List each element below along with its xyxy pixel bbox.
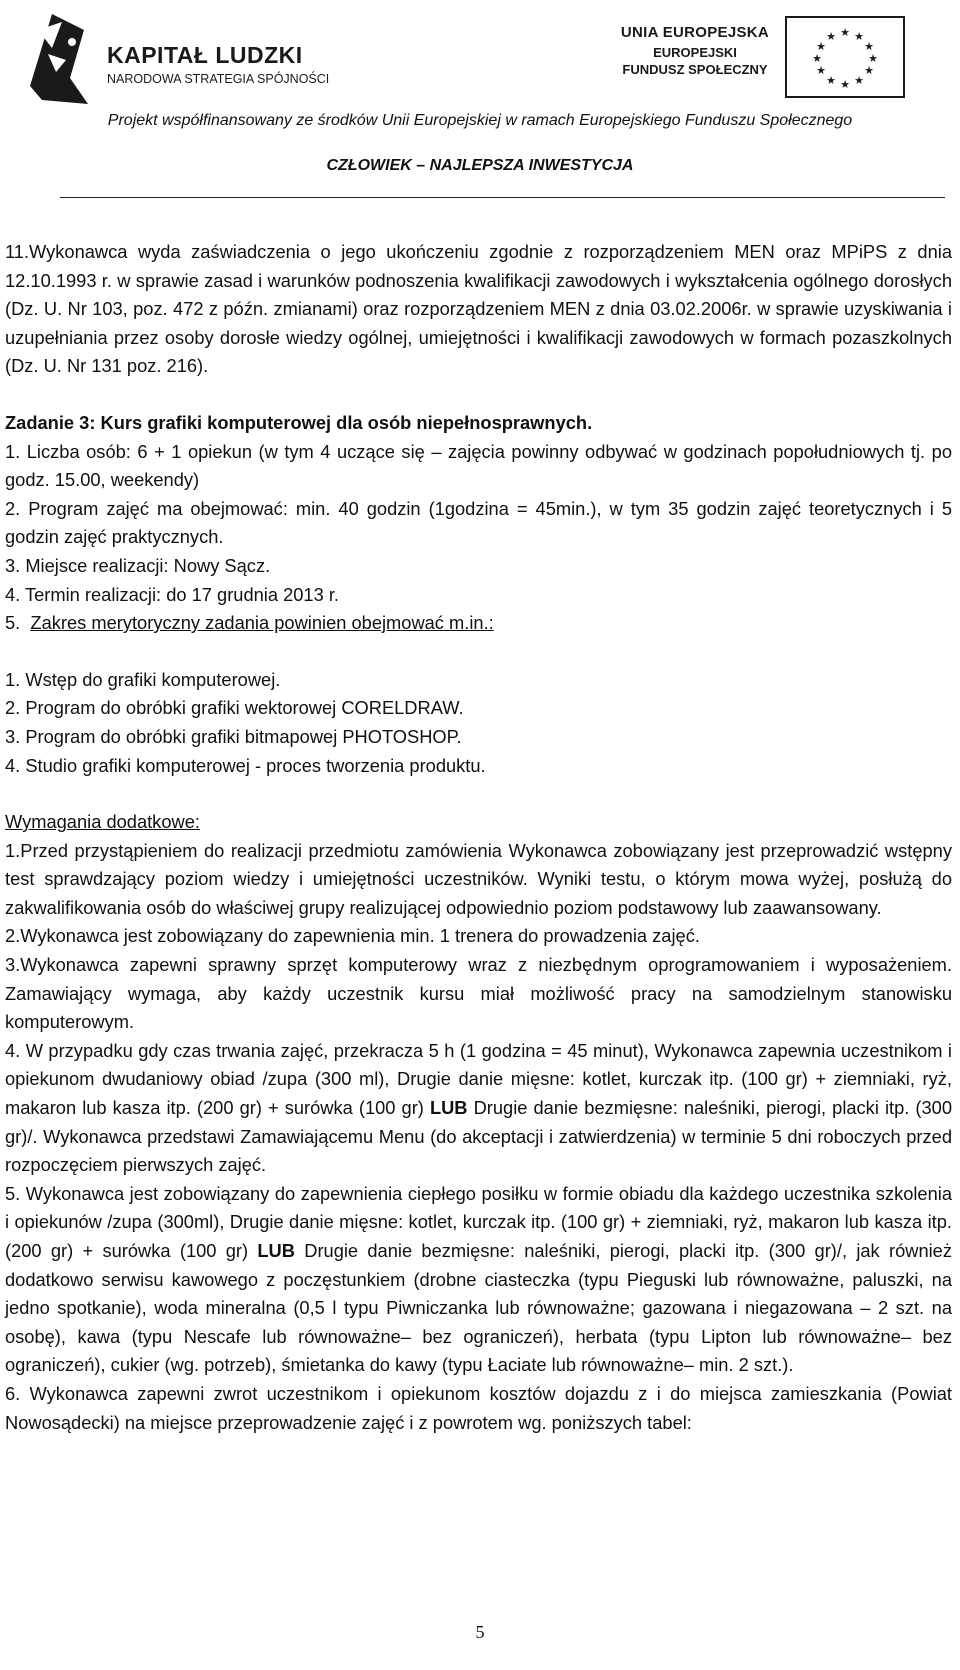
eu-name: UNIA EUROPEJSKA xyxy=(620,24,770,41)
scope-item-2: 2. Program do obróbki grafiki wektorowej CORELDRAW. xyxy=(5,697,464,719)
svg-text:★: ★ xyxy=(868,52,878,65)
requirement-5-part-1: 5. Wykonawca jest zobowiązany do zapewnienia ciepłego posiłku w formie obiadu dla każdego uczestnika szkolenia i opiekunów /zupa (300ml), Drugie danie mięsne: kotlet, kurczak itp. (100 gr) + ziemniaki, ryż, makaron lub kasza itp. (200 gr) + surówka (100 gr) xyxy=(5,1182,952,1261)
svg-text:★: ★ xyxy=(854,30,864,43)
task-item-5-number: 5. xyxy=(5,612,31,634)
task-item-2: 2. Program zajęć ma obejmować: min. 40 godzin (1godzina = 45min.), w tym 35 godzin zajęć teoretycznych i 5 godzin zajęć praktycznych. xyxy=(5,497,952,548)
svg-text:★: ★ xyxy=(840,78,850,91)
requirement-4-part-2: Drugie danie bezmięsne: naleśniki, pierogi, placki itp. (300 gr)/. Wykonawca przedstawi Zamawiającemu Menu (do akceptacji i zatwierdzenia) w terminie 5 dni roboczych przed rozpoczęciem pierwszych zajęć. xyxy=(5,1097,952,1176)
header-divider xyxy=(60,197,945,198)
efs-line-2: FUNDUSZ SPOŁECZNY xyxy=(622,62,768,77)
requirement-4-lub: LUB xyxy=(429,1097,468,1119)
task-item-4: 4. Termin realizacji: do 17 grudnia 2013 r. xyxy=(5,583,339,605)
svg-text:★: ★ xyxy=(812,52,822,65)
svg-text:★: ★ xyxy=(864,40,874,53)
eu-flag-icon xyxy=(785,16,905,98)
requirement-5-part-2: Drugie danie bezmięsne: naleśniki, pierogi, placki itp. (300 gr)/, jak również dodatkowo serwisu kawowego z poczęstunkiem (drobne ciasteczka (typu Pieguski lub równoważne, paluszki, na jedno spotkanie), woda mineralna (0,5 l typu Piwniczanka lub równoważne; gazowana i niegazowana – 2 szt. na osobę), kawa (typu Nescafe lub równoważne– bez ograniczeń), herbata (typu Lipton lub równoważne– bez ograniczeń), cukier (wg. potrzeb), śmietanka do kawy (typu Łaciate lub równoważne– min. 2 szt.). xyxy=(5,1240,952,1376)
kapital-ludzki-logo xyxy=(22,8,352,108)
page-number: 5 xyxy=(475,1622,485,1642)
motto: CZŁOWIEK – NAJLEPSZA INWESTYCJA xyxy=(326,157,634,174)
document-body xyxy=(5,238,952,1437)
spacer xyxy=(5,381,952,409)
svg-text:★: ★ xyxy=(864,64,874,77)
spacer xyxy=(5,638,952,666)
efs-line-1: EUROPEJSKI xyxy=(653,45,737,60)
svg-text:★: ★ xyxy=(854,74,864,87)
requirement-2: 2.Wykonawca jest zobowiązany do zapewnienia min. 1 trenera do prowadzenia zajęć. xyxy=(5,925,700,947)
requirement-6: 6. Wykonawca zapewni zwrot uczestnikom i opiekunom kosztów dojazdu z i do miejsca zamieszkania (Powiat Nowosądecki) na miejsce przeprowadzenie zajęć i z powrotem wg. poniższych tabel: xyxy=(5,1382,952,1433)
requirement-1: 1.Przed przystąpieniem do realizacji przedmiotu zamówienia Wykonawca zobowiązany jest przeprowadzić wstępny test sprawdzający poziom wiedzy i umiejętności uczestników. Wyniki testu, o którym mowa wyżej, posłużą do zakwalifikowania osób do właściwej grupy realizującej odpowiednio poziom podstawowy lub zaawansowany. xyxy=(5,839,952,918)
requirement-4-part-1: 4. W przypadku gdy czas trwania zajęć, przekracza 5 h (1 godzina = 45 minut), Wykonawca zapewnia uczestnikom i opiekunom dwudaniowy obiad /zupa (300 ml), Drugie danie mięsne: kotlet, kurczak itp. (100 gr) + ziemniaki, ryż, makaron lub kasza itp. (200 gr) + surówka (100 gr) xyxy=(5,1039,952,1119)
task-item-5 xyxy=(5,609,952,638)
eu-logo-text xyxy=(620,24,770,77)
paragraph-item-11: 11.Wykonawca wyda zaświadczenia o jego ukończeniu zgodnie z rozporządzeniem MEN oraz MPiPS z dnia 12.10.1993 r. w sprawie zasad i warunków podnoszenia kwalifikacji zawodowych i wykształcenia ogólnego dorosłych (Dz. U. Nr 103, poz. 472 z późn. zmianami) oraz rozporządzeniem MEN z dnia 03.02.2006r. w sprawie uzyskiwania i uzupełniania przez osoby dorosłe wiedzy ogólnej, umiejętności i kwalifikacji zawodowych w formach pozaszkolnych (Dz. U. Nr 131 poz. 216). xyxy=(5,241,952,377)
requirements-heading: Wymagania dodatkowe: xyxy=(5,811,200,833)
svg-text:★: ★ xyxy=(816,40,826,53)
requirement-3: 3.Wykonawca zapewni sprawny sprzęt komputerowy wraz z niezbędnym oprogramowaniem i wyposażeniem. Zamawiający wymaga, aby każdy uczestnik kursu miał możliwość pracy na samodzielnym stanowisku komputerowym. xyxy=(5,954,952,1033)
kapital-ludzki-subtitle: NARODOWA STRATEGIA SPÓJNOŚCI xyxy=(107,72,330,86)
svg-text:★: ★ xyxy=(840,26,850,39)
svg-text:★: ★ xyxy=(826,74,836,87)
scope-item-4: 4. Studio grafiki komputerowej - proces tworzenia produktu. xyxy=(5,754,486,776)
task-item-3: 3. Miejsce realizacji: Nowy Sącz. xyxy=(5,554,271,576)
requirement-5 xyxy=(5,1180,952,1380)
spacer xyxy=(5,780,952,808)
cofinancing-note: Projekt współfinansowany ze środków Unii Europejskiej w ramach Europejskiego Funduszu Społecznego xyxy=(107,112,853,129)
task-item-1: 1. Liczba osób: 6 + 1 opiekun (w tym 4 uczące się – zajęcia powinny odbywać w godzinach popołudniowych tj. po godz. 15.00, weekendy) xyxy=(5,440,952,491)
task-item-5-text: Zakres merytoryczny zadania powinien obejmować m.in.: xyxy=(30,612,494,634)
document-header xyxy=(0,0,960,200)
requirement-5-lub: LUB xyxy=(257,1240,295,1261)
requirement-4 xyxy=(5,1037,952,1180)
svg-text:★: ★ xyxy=(826,30,836,43)
task-heading: Zadanie 3: Kurs grafiki komputerowej dla osób niepełnosprawnych. xyxy=(5,411,593,433)
kapital-ludzki-emblem-icon xyxy=(22,8,92,108)
scope-item-1: 1. Wstęp do grafiki komputerowej. xyxy=(5,668,281,690)
svg-text:★: ★ xyxy=(816,64,826,77)
kapital-ludzki-title: KAPITAŁ LUDZKI xyxy=(107,42,303,68)
scope-item-3: 3. Program do obróbki grafiki bitmapowej PHOTOSHOP. xyxy=(5,725,462,747)
